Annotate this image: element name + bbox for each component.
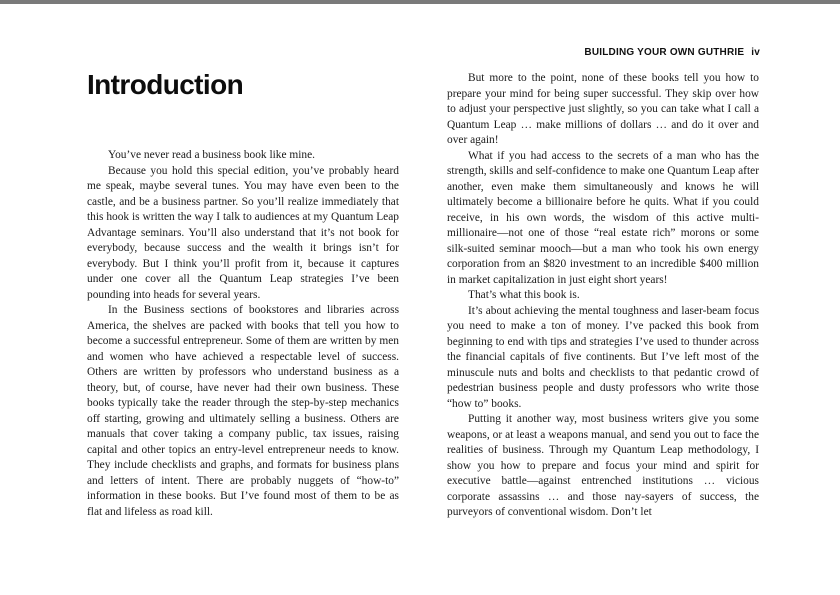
paragraph: It’s about achieving the mental toughness and laser-beam focus you need to make a ton of money. I’ve packed this book from beginning to end with tips and strategies I’ve used to thunder across the financial capitals of five continents. But I’ve left most of the minuscule nuts and bolts and checklists to that pedantic crowd of pedestrian business people and dusty professors who write those “how to” books. [447,304,759,410]
page-number: iv [751,47,760,58]
chapter-title: Introduction [87,69,244,100]
top-border-rule [0,0,840,4]
paragraph: That’s what this book is. [468,289,580,301]
right-text-column [447,71,759,521]
paragraph: But more to the point, none of these books tell you how to prepare your mind for being super successful. They skip over how to adjust your perspective just slightly, so you can take what I call a Quantum Leap … make millions of dollars … and do it over and over again! [447,72,759,146]
paragraph: What if you had access to the secrets of a man who has the strength, skills and self-confidence to make one Quantum Leap after another, even make them simultaneously and knows he will ultimately become a billionaire before he quits. What if you could receive, in his own words, the wisdom of this active multi-millionaire—not one of those “real estate rich” morons or some silk-suited seminar mooch—but a man who took his own energy corporation from an $820 investment to an incredible $400 million in market capitalization in just eight short years! [447,149,759,286]
running-title: BUILDING YOUR OWN GUTHRIE [584,47,745,58]
left-text-column [87,148,399,520]
paragraph: In the Business sections of bookstores and libraries across America, the shelves are packed with books that tell you how to become a successful entrepreneur. Some of them are written by men and women who have achieved a respectable level of success. Others are written by professors who understand business as a theory, but, of course, have never had their own business. These books typically take the reader through the step-by-step mechanics off starting, growing and ultimately selling a business. Others are manuals that cover taking a company public, tax issues, raising capital and other topics an entry-level entrepreneur needs to know. They include checklists and graphs, and formats for business plans and letters of intent. There are probably nuggets of “how-to” information in these books. But I’ve found most of them to be as flat and lifeless as road kill. [87,304,399,518]
running-header [584,47,760,58]
paragraph: You’ve never read a business book like mine. [108,149,315,161]
paragraph: Because you hold this special edition, you’ve probably heard me speak, maybe several tunes. You may have even been to the castle, and be a business partner. So you’ll realize immediately that this hook is written the way I talk to audiences at my Quantum Leap Advantage seminars. You’ll also understand that it’s not book for everybody, because success and the wealth it brings isn’t for everybody. But I think you’ll profit from it, because it captures under one cover all the Quantum Leap strategies I’ve been pounding into heads for several years. [87,164,399,301]
paragraph: Putting it another way, most business writers give you some weapons, or at least a weapons manual, and send you out to face the realities of business. Through my Quantum Leap methodology, I show you how to prepare and focus your mind and spirit for executive battle—against entrenched institutions … vicious corporate assassins … and those nay-sayers of success, the purveyors of conventional wisdom. Don’t let [447,413,759,518]
